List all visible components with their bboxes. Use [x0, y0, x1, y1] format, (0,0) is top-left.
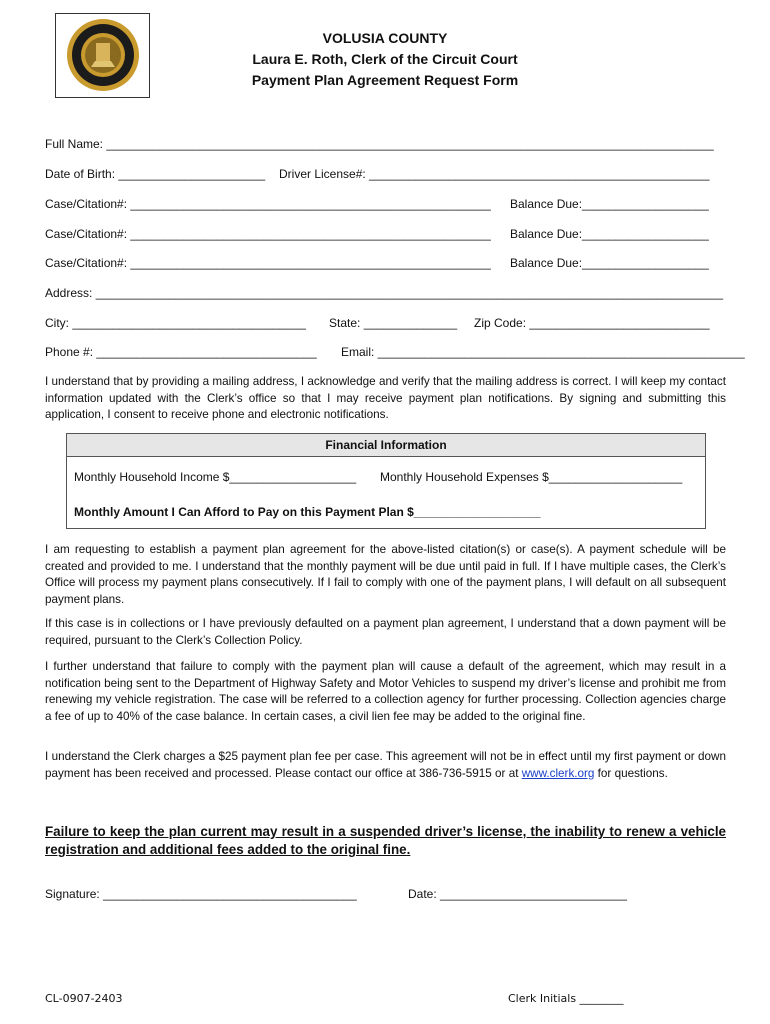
- case-citation-field-3[interactable]: Case/Citation#: ______________________________________________________: [45, 256, 491, 270]
- balance-due-field-2[interactable]: Balance Due:___________________: [510, 227, 709, 241]
- collections-paragraph: If this case is in collections or I have previously defaulted on a payment plan agreement, I understand that a down payment will be required, pursuant to the Clerk’s Collection Policy.: [45, 617, 726, 647]
- county-seal-frame: [55, 13, 150, 98]
- county-name: VOLUSIA COUNTY: [322, 30, 448, 46]
- mailing-consent-paragraph: I understand that by providing a mailing address, I acknowledge and verify that the mailing address is correct. I will keep my contact information updated with the Clerk’s office so that I may receive payment plan notifications. By signing and submitting this application, I consent to receive phone and electronic notifications.: [45, 375, 726, 422]
- signature-field[interactable]: Signature: ______________________________________: [45, 887, 357, 901]
- fee-text: I understand the Clerk charges a $25 payment plan fee per case. This agreement will not be in effect until my first payment or down payment has been received and processed. Please contact our office at 386-736-5915 or at: [45, 750, 726, 780]
- phone-field[interactable]: Phone #: _________________________________: [45, 345, 317, 359]
- balance-due-field-3[interactable]: Balance Due:___________________: [510, 256, 709, 270]
- monthly-expenses-field[interactable]: Monthly Household Expenses $____________________: [380, 470, 683, 484]
- form-code: CL-0907-2403: [45, 992, 123, 1005]
- default-paragraph: I further understand that failure to comply with the payment plan will cause a default of the agreement, which may result in a notification being sent to the Department of Highway Safety and Motor Vehicles to suspend my driver’s license and prohibit me from renewing my vehicle registration. The case will be referred to a collection agency for further processing. Collection agencies charge a fee of up to 40% of the case balance. In certain cases, a civil lien fee may be added to the original fine.: [45, 660, 726, 723]
- form-header: [180, 28, 590, 91]
- warning-text: Failure to keep the plan current may result in a suspended driver’s license, the inability to renew a vehicle registration and additional fees added to the original fine.: [45, 824, 726, 857]
- monthly-afford-field[interactable]: Monthly Amount I Can Afford to Pay on this Payment Plan $___________________: [74, 505, 541, 519]
- financial-information-title: Financial Information: [67, 434, 705, 457]
- county-seal-icon: [65, 17, 141, 93]
- fee-text-end: for questions.: [594, 766, 668, 780]
- state-field[interactable]: State: ______________: [329, 316, 458, 330]
- date-field[interactable]: Date: ____________________________: [408, 887, 627, 901]
- date-of-birth-field[interactable]: Date of Birth: ______________________: [45, 167, 266, 181]
- case-citation-field-2[interactable]: Case/Citation#: ______________________________________________________: [45, 227, 491, 241]
- balance-due-field-1[interactable]: Balance Due:___________________: [510, 197, 709, 211]
- payment-request-paragraph: I am requesting to establish a payment plan agreement for the above-listed citation(s) or case(s). A payment schedule will be created and provided to me. I understand that the monthly payment will be due until paid in full. If I have multiple cases, the Clerk’s Office will process my payment plans consecutively. If I fail to comply with one of the payment plans, I will default on all subsequent payment plans.: [45, 543, 726, 606]
- clerk-name: Laura E. Roth, Clerk of the Circuit Court: [252, 51, 518, 67]
- city-field[interactable]: City: ___________________________________: [45, 316, 306, 330]
- monthly-income-field[interactable]: Monthly Household Income $___________________: [74, 470, 357, 484]
- financial-information-box: [66, 433, 706, 529]
- clerk-initials-field[interactable]: Clerk Initials ________: [508, 992, 624, 1005]
- driver-license-field[interactable]: Driver License#: ___________________________________________________: [279, 167, 710, 181]
- clerk-website-link[interactable]: www.clerk.org: [521, 766, 595, 780]
- zip-code-field[interactable]: Zip Code: ___________________________: [474, 316, 710, 330]
- case-citation-field-1[interactable]: Case/Citation#: ______________________________________________________: [45, 197, 491, 211]
- email-field[interactable]: Email: _______________________________________________________: [341, 345, 745, 359]
- address-field[interactable]: Address: ______________________________________________________________________________________________: [45, 286, 724, 300]
- form-title: Payment Plan Agreement Request Form: [251, 72, 519, 88]
- fee-paragraph: [45, 749, 726, 782]
- full-name-field[interactable]: Full Name: ___________________________________________________________________________________________: [45, 137, 714, 151]
